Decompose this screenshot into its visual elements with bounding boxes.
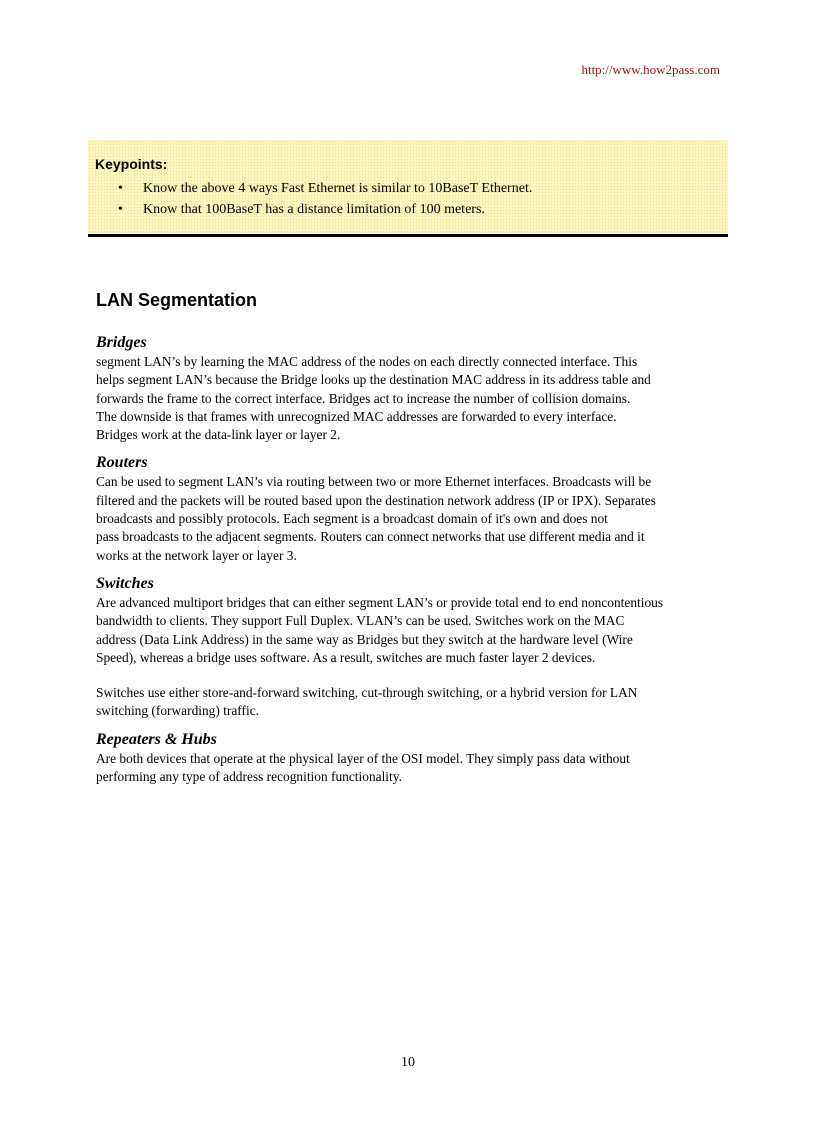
text-line: Are advanced multiport bridges that can either segment LAN’s or provide total end to end noncontentious xyxy=(96,594,664,610)
keypoint-item xyxy=(88,199,532,220)
keypoints-list xyxy=(88,178,532,220)
text-line: broadcasts and possibly protocols. Each segment is a broadcast domain of it's own and does not xyxy=(96,511,608,527)
section-title: LAN Segmentation xyxy=(96,290,258,310)
text-line: Speed), whereas a bridge uses software. As a result, switches are much faster layer 2 devices. xyxy=(96,649,596,665)
text-line: Can be used to segment LAN’s via routing between two or more Ethernet interfaces. Broadcasts will be xyxy=(96,474,652,490)
keypoint-text: Know the above 4 ways Fast Ethernet is similar to 10BaseT Ethernet. xyxy=(143,181,533,196)
text-line: Switches use either store-and-forward switching, cut-through switching, or a hybrid version for LAN xyxy=(96,685,638,701)
subheading-switches: Switches xyxy=(96,574,154,592)
text-line: helps segment LAN’s because the Bridge looks up the destination MAC address in its address table and xyxy=(96,372,651,388)
text-line: pass broadcasts to the adjacent segments. Routers can connect networks that use different media and it xyxy=(96,529,645,545)
text-line: switching (forwarding) traffic. xyxy=(96,703,259,719)
text-line: Are both devices that operate at the physical layer of the OSI model. They simply pass data without xyxy=(96,750,630,766)
subheading-routers: Routers xyxy=(96,454,148,472)
paragraph-routers xyxy=(96,473,724,564)
text-line: works at the network layer or layer 3. xyxy=(96,547,297,563)
keypoint-item xyxy=(88,178,532,199)
text-line: performing any type of address recognition functionality. xyxy=(96,769,402,785)
bullet-icon: • xyxy=(118,181,123,196)
paragraph-switches xyxy=(96,594,724,667)
keypoints-title: Keypoints: xyxy=(95,156,168,172)
header-url: http://www.how2pass.com xyxy=(581,62,720,77)
bullet-icon: • xyxy=(118,202,123,217)
text-line: filtered and the packets will be routed based upon the destination network address (IP or IPX). Separates xyxy=(96,492,656,508)
paragraph-switching-methods xyxy=(96,684,724,721)
paragraph-repeaters-hubs xyxy=(96,750,724,787)
keypoint-text: Know that 100BaseT has a distance limitation of 100 meters. xyxy=(143,202,485,217)
text-line: The downside is that frames with unrecognized MAC addresses are forwarded to every interface. xyxy=(96,408,617,424)
text-line: bandwidth to clients. They support Full Duplex. VLAN’s can be used. Switches work on the MAC xyxy=(96,613,625,629)
keypoints-box xyxy=(88,140,728,237)
subheading-repeaters-hubs: Repeaters & Hubs xyxy=(96,730,217,748)
text-line: address (Data Link Address) in the same way as Bridges but they switch at the hardware level (Wire xyxy=(96,631,633,647)
subheading-bridges: Bridges xyxy=(96,334,147,351)
section-content xyxy=(96,333,724,786)
page-number: 10 xyxy=(401,1055,415,1070)
paragraph-bridges xyxy=(96,353,724,444)
text-line: segment LAN’s by learning the MAC address of the nodes on each directly connected interface. This xyxy=(96,354,638,369)
text-line: forwards the frame to the correct interface. Bridges act to increase the number of collision domains. xyxy=(96,390,631,406)
text-line: Bridges work at the data-link layer or layer 2. xyxy=(96,427,341,443)
